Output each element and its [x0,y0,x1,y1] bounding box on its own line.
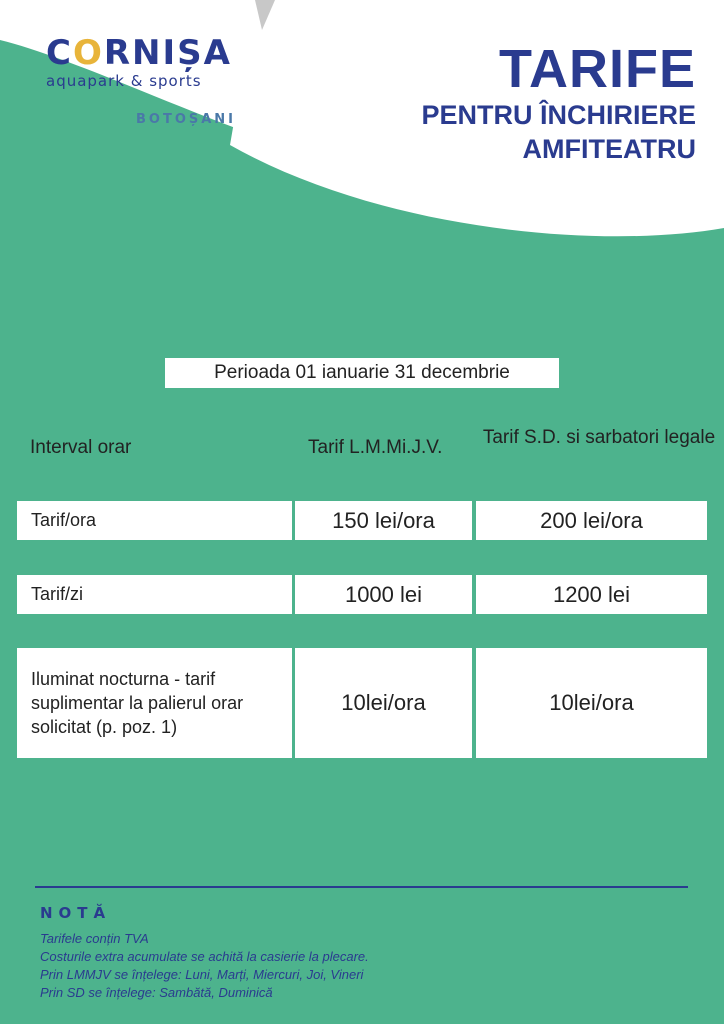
row-day-weekend: 1200 lei [476,575,707,614]
note-line: Prin SD se înțelege: Sambătă, Duminică [40,985,273,1000]
title-line-2: PENTRU ÎNCHIRIERE [421,100,696,130]
row-day-weekday: 1000 lei [295,575,472,614]
row-lighting-weekend: 10lei/ora [476,648,707,758]
row-lighting-label: Iluminat nocturna - tarif suplimentar la palierul orar solicitat (p. poz. 1) [17,648,292,758]
note-line: Tarifele conțin TVA [40,931,149,946]
row-hour-weekend: 200 lei/ora [476,501,707,540]
page-title [421,40,696,166]
note-divider [35,886,688,888]
brand-logo [46,33,236,90]
row-hour-label: Tarif/ora [17,501,292,540]
note-line: Prin LMMJV se înțelege: Luni, Marți, Miercuri, Joi, Vineri [40,967,364,982]
brand-name: CORNIȘA [46,33,232,73]
row-hour-weekday: 150 lei/ora [295,501,472,540]
wave-o-icon: O [72,33,104,73]
title-main: TARIFE [499,39,696,99]
header-weekend: Tarif S.D. si sarbatori legale [482,427,716,448]
note-lines [40,930,369,1002]
title-line-3: AMFITEATRU [522,134,696,164]
brand-tagline: aquapark & sports [46,72,202,90]
note-title: NOTĂ [40,904,112,922]
header-weekday: Tarif L.M.Mi.J.V. [308,437,443,458]
header-interval: Interval orar [30,437,132,458]
note-line: Costurile extra acumulate se achită la casierie la plecare. [40,949,369,964]
row-day-label: Tarif/zi [17,575,292,614]
period-label: Perioada 01 ianuarie 31 decembrie [165,358,559,388]
row-lighting-weekday: 10lei/ora [295,648,472,758]
brand-city: BOTOȘANI [136,112,237,127]
